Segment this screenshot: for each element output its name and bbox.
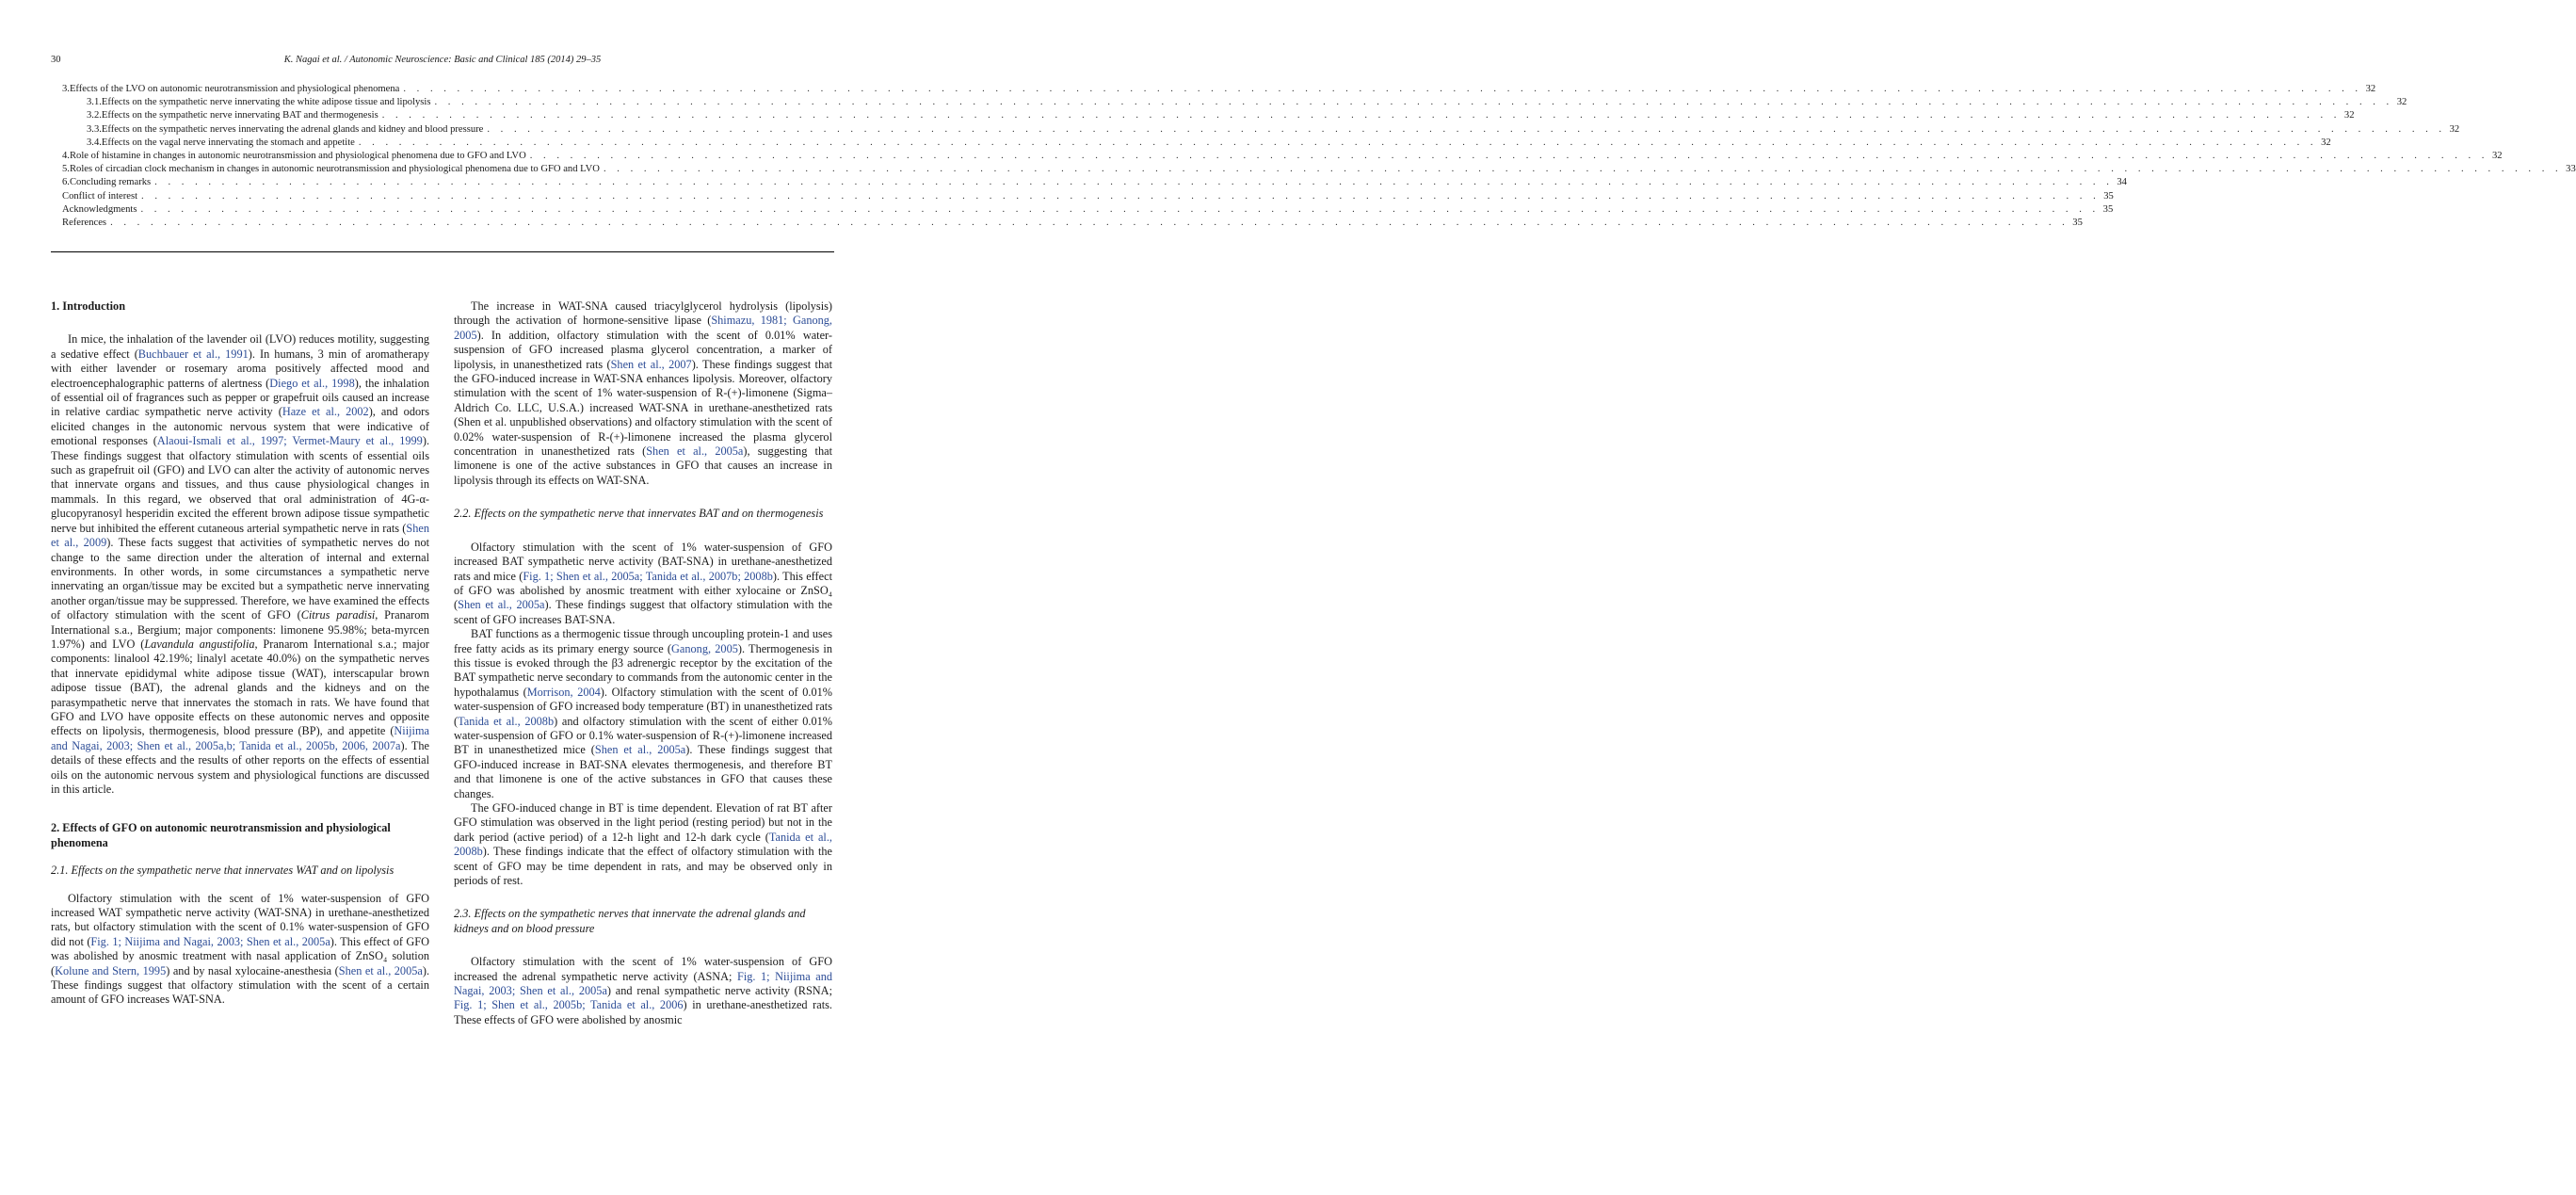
body-text: Olfactory stimulation with the scent of 1% water-suspension of GFO increased BAT sympathetic nerve activity (BAT-SNA) in urethane-anesthetized rats and mice ( [454, 540, 832, 583]
toc-dot-leader [530, 150, 2488, 163]
body-text: The increase in WAT-SNA caused triacylglycerol hydrolysis (lipolysis) through the activation of hormone-sensitive lipase ( [454, 299, 832, 328]
body-text: ). These findings indicate that the effect of olfactory stimulation with the scent of GFO may be time dependent in rats, and may be observed only in periods of rest. [454, 845, 832, 888]
paragraph-introduction [51, 332, 429, 797]
right-column [454, 299, 832, 1027]
citation-link[interactable]: Shen et al., 2005a [338, 963, 423, 977]
toc-entry-page: 35 [2103, 190, 2114, 202]
toc-entry-title: Concluding remarks [69, 177, 152, 188]
body-text: ). These findings suggest that olfactory stimulation with the scent of a certain amount of GFO increases WAT-SNA. [51, 963, 430, 1007]
toc-entry-number: 6. [62, 177, 70, 188]
body-text: ), the inhalation of essential oil of fragrances such as pepper or grapefruit oils caused an increase in relative cardiac sympathetic nerve activity ( [51, 376, 430, 419]
citation-link[interactable]: Shen et al., 2007 [610, 357, 692, 371]
body-text: Olfactory stimulation with the scent of 1% water-suspension of GFO increased WAT sympathetic nerve activity (WAT-SNA) in urethane-anesthetized rats, but olfactory stimulation with the scent of 0.1% water-suspension of GFO did not ( [51, 891, 429, 948]
toc-entry-page: 34 [2117, 177, 2127, 188]
toc-dot-leader [359, 137, 2317, 150]
toc-entry[interactable] [62, 83, 2376, 96]
toc-entry-page: 32 [2449, 123, 2460, 135]
toc-dot-leader [141, 190, 2100, 203]
subsection-heading-2-1: 2.1. Effects on the sympathetic nerve that innervates WAT and on lipolysis [51, 864, 394, 878]
citation-link[interactable]: Alaoui-Ismali et al., 1997; Vermet-Maury et al., 1999 [156, 434, 423, 448]
toc-entry-title: Role of histamine in changes in autonomic neurotransmission and physiological phenomena due to GFO and LVO [69, 150, 526, 161]
toc-dot-leader [487, 123, 2445, 137]
citation-link[interactable]: Morrison, 2004 [526, 685, 601, 699]
citation-link[interactable]: Shen et al., 2005a [594, 743, 686, 757]
body-text: ) and olfactory stimulation with the scent of either 0.01% water-suspension of GFO or 0.1% water-suspension of R-(+)-limonene increased BT in unanesthetized mice ( [454, 714, 832, 757]
toc-entry-page: 32 [2365, 84, 2376, 94]
citation-link[interactable]: Shen et al., 2005a [646, 444, 744, 459]
toc-entry-page: 32 [2491, 150, 2503, 161]
toc-dot-leader [154, 176, 2113, 189]
subsection-heading-2-3: 2.3. Effects on the sympathetic nerves that innervate the adrenal glands and kidneys and on blood pressure [454, 907, 806, 935]
toc-dot-leader [110, 217, 2069, 230]
toc-entry-title: Acknowledgments [62, 203, 137, 215]
toc-entry-title: Effects on the sympathetic nerves innervating the adrenal glands and kidney and blood pressure [101, 123, 484, 135]
running-header [51, 55, 834, 68]
toc-entry-page: 32 [2343, 110, 2355, 121]
body-text: ). These findings suggest that olfactory stimulation with scents of essential oils such as grapefruit oil (GFO) and LVO can alter the activity of autonomic nerves that innervate organs and tissues, and thus cause physiological changes in mammals. In this regard, we observed that oral administration of 4G-α-glucopyranosyl hesperidin excited the efferent brown adipose tissue sympathetic nerve but inhibited the efferent cutaneous arterial sympathetic nerve in rats ( [51, 434, 430, 535]
citation-link[interactable]: Haze et al., 2002 [282, 405, 369, 419]
body-text: ). These findings suggest that olfactory stimulation with the scent of GFO increases BAT-SNA. [454, 598, 833, 626]
citation-link[interactable]: Fig. 1; Niijima and Nagai, 2003; Shen et al., 2005a [90, 934, 330, 948]
toc-entry-title: Effects on the vagal nerve innervating the stomach and appetite [101, 137, 355, 148]
paragraph-2-2-time-dependence [454, 801, 832, 888]
citation-link[interactable]: Kolune and Stern, 1995 [55, 963, 167, 977]
body-text: ) and by nasal xylocaine-anesthesia ( [166, 963, 339, 977]
body-text: ). These findings suggest that GFO-induced increase in BAT-SNA elevates thermogenesis, and therefore BT and that limonene is one of the active substances in GFO that causes these changes. [454, 743, 832, 800]
body-text: In mice, the inhalation of the lavender oil (LVO) reduces motility, suggesting a sedative effect ( [51, 332, 429, 361]
species-name: Lavandula angustifolia [144, 637, 255, 651]
body-text: BAT functions as a thermogenic tissue through uncoupling protein-1 and uses free fatty acids as its primary energy source ( [454, 627, 832, 655]
toc-entry[interactable] [62, 109, 2355, 122]
body-text: ). These findings suggest that the GFO-induced increase in WAT-SNA enhances lipolysis. Moreover, olfactory stimulation with the scent of 1% water-suspension of R-(+)-limonene (Sigma–Aldrich Co. LLC, U.S.A.) increased WAT-SNA in urethane-anesthetized rats (Shen et al. unpublished observations) and olfactory stimulation with the scent of 0.02% water-suspension of R-(+)-limonene increased the plasma glycerol concentration in unanesthetized rats ( [454, 357, 832, 459]
citation-link[interactable]: Shimazu, 1981; Ganong, 2005 [454, 314, 832, 342]
paragraph-2-1 [51, 892, 429, 1008]
citation-link[interactable]: Fig. 1; Shen et al., 2005a; Tanida et al., 2007b; 2008b [523, 569, 773, 583]
toc-entry-page: 35 [2072, 217, 2083, 228]
species-name: Citrus paradisi [300, 608, 376, 622]
toc-entry-number: 3.3. [87, 123, 102, 135]
body-text: ). In humans, 3 min of aromatherapy with either lavender or rosemary aroma positively affected mood and electroencephalographic patterns of alertness ( [51, 347, 429, 390]
toc-entry[interactable] [62, 137, 2331, 150]
toc-entry-title: References [62, 217, 107, 228]
paragraph-lipolysis [454, 299, 832, 488]
toc-dot-leader [382, 109, 2341, 122]
toc-dot-leader [403, 83, 2361, 96]
toc-entry-number: 3. [62, 84, 70, 94]
toc-entry-title: Effects of the LVO on autonomic neurotransmission and physiological phenomena [69, 84, 400, 94]
citation-link[interactable]: Tanida et al., 2008b [458, 714, 555, 728]
toc-entry-page: 32 [2321, 137, 2331, 148]
subsection-heading-2-2: 2.2. Effects on the sympathetic nerve that innervates BAT and on thermogenesis [454, 507, 824, 521]
body-text: ). This effect of GFO was abolished by anosmic treatment with nasal application of ZnSO₄ solution ( [51, 934, 429, 977]
body-text: ). In addition, olfactory stimulation with the scent of 0.01% water-suspension of GFO increased plasma glycerol concentration, a marker of lipolysis, in unanesthetized rats ( [454, 328, 832, 371]
toc-entry[interactable] [62, 96, 2407, 109]
toc-entry-number: 3.1. [87, 97, 102, 108]
toc-entry-number: 5. [62, 164, 70, 175]
citation-link[interactable]: Ganong, 2005 [671, 641, 738, 655]
toc-entry-title: Conflict of interest [62, 190, 138, 202]
toc-entry-number: 4. [62, 150, 70, 161]
toc-entry[interactable] [62, 203, 2114, 217]
toc-entry-page: 32 [2396, 97, 2407, 108]
body-text: ). Olfactory stimulation with the scent of 0.01% water-suspension of GFO increased body temperature (BT) in unanesthetized rats ( [454, 685, 832, 728]
citation-link[interactable]: Diego et al., 1998 [269, 376, 355, 390]
citation-link[interactable]: Fig. 1; Niijima and Nagai, 2003; Shen et al., 2005a [454, 969, 833, 998]
toc-entry[interactable] [62, 217, 2083, 230]
body-text: ), suggesting that limonene is one of the active substances in GFO that causes an increase in lipolysis through its effects on WAT-SNA. [454, 444, 832, 487]
body-text: Olfactory stimulation with the scent of 1% water-suspension of GFO increased the adrenal sympathetic nerve activity (ASNA; [454, 955, 832, 983]
left-column [51, 299, 429, 1008]
toc-entry-number: 3.2. [87, 110, 102, 121]
toc-entry[interactable] [62, 123, 2460, 137]
table-of-contents [62, 83, 2576, 230]
running-title: K. Nagai et al. / Autonomic Neuroscience: Basic and Clinical 185 (2014) 29–35 [283, 55, 602, 65]
toc-entry[interactable] [62, 190, 2114, 203]
citation-link[interactable]: Shen et al., 2005a [458, 598, 545, 612]
body-text: , Pranarom International s.a., Bergium; major components: limonene 95.98%; beta-myrcen 1.97%) and LVO ( [51, 608, 429, 651]
paragraph-2-2-thermogenesis [454, 627, 832, 801]
toc-entry-number: 3.4. [87, 137, 102, 148]
body-text: ). This effect of GFO was abolished by anosmic treatment with either xylocaine or ZnSO₄ ( [454, 569, 832, 612]
toc-entry[interactable] [62, 150, 2503, 163]
citation-link[interactable]: Niijima and Nagai, 2003; Shen et al., 2005a,b; Tanida et al., 2005b, 2006, 2007a [51, 724, 429, 752]
body-text: ). These facts suggest that activities of sympathetic nerves do not change to the same direction under the alteration of internal and external environments. In other words, in some circumstances a sympathetic nerve innervating an organ/tissue may be excited but a sympathetic nerve innervating another organ/tissue may be suppressed. Therefore, we have examined the effects of olfactory stimulation with the scent of GFO ( [51, 536, 430, 622]
page-number: 30 [51, 55, 61, 65]
section-heading-introduction: 1. Introduction [51, 299, 126, 313]
toc-entry-page: 35 [2102, 203, 2114, 215]
toc-entry-page: 33 [2566, 164, 2576, 175]
toc-entry-title: Roles of circadian clock mechanism in changes in autonomic neurotransmission and physiological phenomena due to GFO and LVO [69, 164, 600, 175]
body-text: ). Thermogenesis in this tissue is evoked through the β3 adrenergic receptor by the excitation of the BAT sympathetic nerve secondary to commands from the autonomic center in the hypothalamus ( [454, 641, 832, 699]
body-text: ), and odors elicited changes in the autonomic nervous system that were indicative of emotional responses ( [51, 405, 430, 448]
toc-entry-title: Effects on the sympathetic nerve innervating BAT and thermogenesis [101, 110, 378, 121]
toc-dot-leader [604, 163, 2562, 176]
citation-link[interactable]: Fig. 1; Shen et al., 2005b; Tanida et al., 2006 [454, 998, 684, 1012]
citation-link[interactable]: Buchbauer et al., 1991 [137, 347, 249, 361]
body-text: ) in urethane-anesthetized rats. These effects of GFO were abolished by anosmic [454, 998, 832, 1026]
body-text: The GFO-induced change in BT is time dependent. Elevation of rat BT after GFO stimulation was observed in the light period (resting period) but not in the dark period (active period) of a 12-h light and 12-h dark cycle ( [454, 801, 832, 844]
toc-divider [51, 251, 834, 252]
toc-entry[interactable] [62, 163, 2576, 176]
toc-entry-title: Effects on the sympathetic nerve innervating the white adipose tissue and lipolysis [101, 97, 431, 108]
section-heading-gfo-effects: 2. Effects of GFO on autonomic neurotransmission and physiological phenomena [51, 821, 391, 849]
toc-entry[interactable] [62, 176, 2127, 189]
body-text: ) and renal sympathetic nerve activity (RSNA; [606, 984, 832, 998]
toc-dot-leader [435, 96, 2393, 109]
paragraph-2-3 [454, 955, 832, 1027]
toc-dot-leader [140, 203, 2099, 217]
body-text: ). The details of these effects and the results of other reports on the effects of essential oils on the autonomic nervous system and physiological functions are discussed in this article. [51, 738, 429, 796]
citation-link[interactable]: Tanida et al., 2008b [454, 830, 832, 859]
citation-link[interactable]: Shen et al., 2009 [51, 521, 429, 550]
paragraph-2-2-bat-sna [454, 541, 832, 627]
body-text: , Pranarom International s.a.; major components: linalool 42.19%; linalyl acetate 40.0%) on the sympathetic nerves that innervate epididymal white adipose tissue (WAT), interscapular brown adipose tissue (BAT), the adrenal glands and the kidneys and on the parasympathetic nerve that innervates the stomach in rats. We have found that GFO and LVO have opposite effects on these autonomic nerves and opposite effects on lipolysis, thermogenesis, blood pressure (BP), and appetite ( [51, 637, 429, 738]
